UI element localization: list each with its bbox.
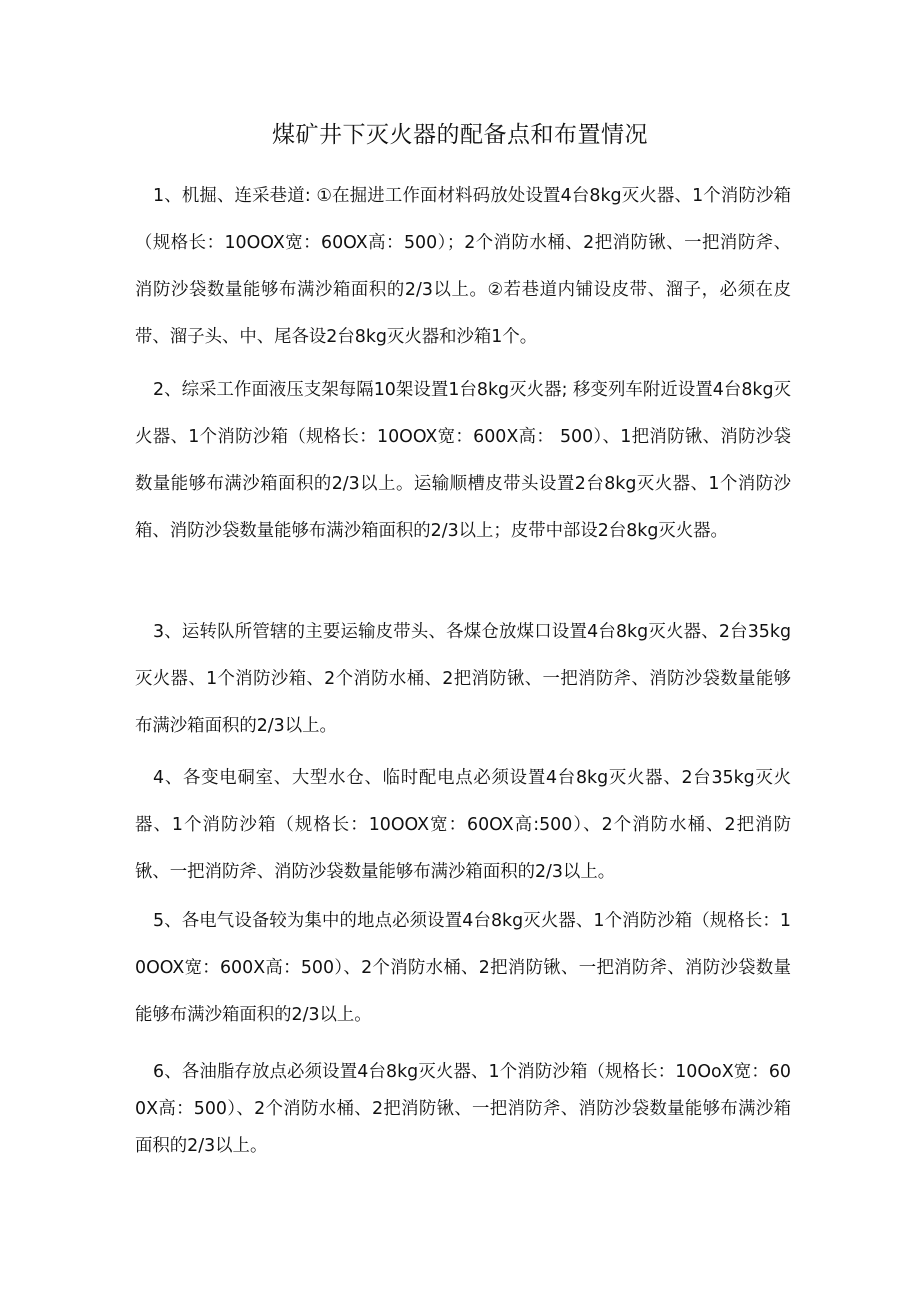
- paragraph-1: 1、机掘、连采巷道: ①在掘进工作面材料码放处设置4台8kg灭火器、1个消防沙箱（规格长：10OOX宽：60OX高：500）；2个消防水桶、2把消防锹、一把消防斧、消防沙袋数量能够布满沙箱面积的2/3以上。②若巷道内铺设皮带、溜子，必须在皮带、溜子头、中、尾各设2台8kg灭火器和沙箱1个。: [135, 186, 791, 347]
- paragraph-6: 6、各油脂存放点必须设置4台8kg灭火器、1个消防沙箱（规格长：10OoX宽：600X高：500）、2个消防水桶、2把消防锹、一把消防斧、消防沙袋数量能够布满沙箱面积的2/3以上。: [135, 1062, 791, 1156]
- paragraph-5: 5、各电气设备较为集中的地点必须设置4台8kg灭火器、1个消防沙箱（规格长：10OOX宽：600X高：500）、2个消防水桶、2把消防锹、一把消防斧、消防沙袋数量能够布满沙箱面积的2/3以上。: [135, 911, 791, 1025]
- paragraph-2: 2、综采工作面液压支架每隔10架设置1台8kg灭火器; 移变列车附近设置4台8kg灭火器、1个消防沙箱（规格长：10OOX宽：600X高： 500）、1把消防锹、消防沙袋数量能够布满沙箱面积的2/3以上。运输顺槽皮带头设置2台8kg灭火器、1个消防沙箱、消防沙袋数量能够布满沙箱面积的2/3以上；皮带中部设2台8kg灭火器。: [135, 380, 791, 541]
- paragraph-4: 4、各变电硐室、大型水仓、临时配电点必须设置4台8kg灭火器、2台35kg灭火器、1个消防沙箱（规格长：10OOX宽：60OX高:500）、2个消防水桶、2把消防锹、一把消防斧、消防沙袋数量能够布满沙箱面积的2/3以上。: [135, 768, 791, 882]
- document-title: 煤矿井下灭火器的配备点和布置情况: [272, 122, 648, 148]
- paragraph-3: 3、运转队所管辖的主要运输皮带头、各煤仓放煤口设置4台8kg灭火器、2台35kg灭火器、1个消防沙箱、2个消防水桶、2把消防锹、一把消防斧、消防沙袋数量能够布满沙箱面积的2/3以上。: [135, 622, 791, 736]
